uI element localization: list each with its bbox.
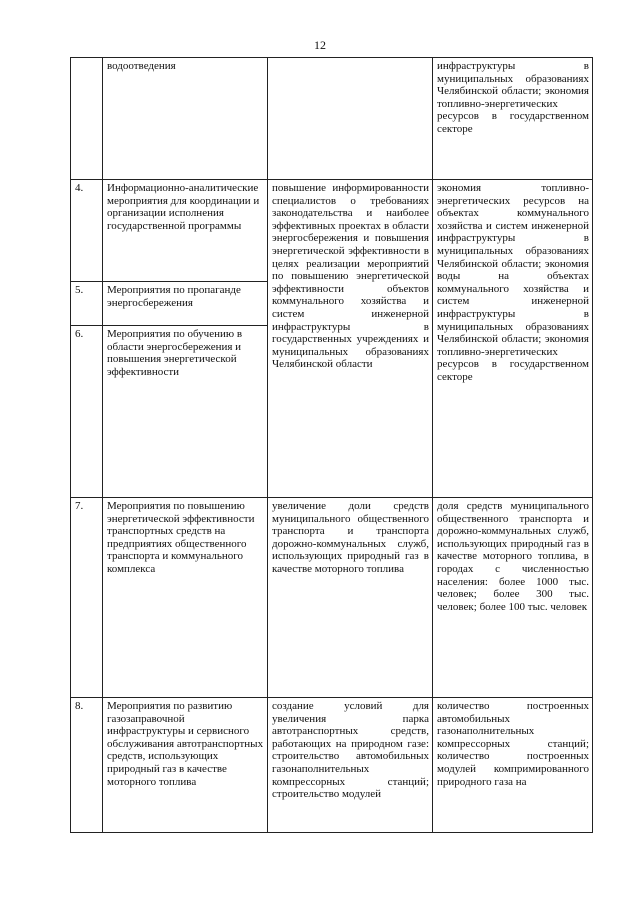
activity-cell: Мероприятия по обучению в области энергосбережения и повышения энергетической эффективности xyxy=(103,326,268,498)
row-number: 4. xyxy=(71,180,103,282)
row-number xyxy=(71,58,103,180)
row-number: 7. xyxy=(71,498,103,698)
row-number: 8. xyxy=(71,698,103,833)
table-row xyxy=(71,698,593,833)
table-row xyxy=(71,498,593,698)
table-row xyxy=(71,180,593,282)
activity-cell: Мероприятия по повышению энергетической эффективности транспортных средств на предприятиях общественного транспорта и коммунального комплекса xyxy=(103,498,268,698)
results-cell xyxy=(268,58,433,180)
activity-cell: Мероприятия по пропаганде энергосбережения xyxy=(103,282,268,326)
row-number: 6. xyxy=(71,326,103,498)
results-cell: создание условий для увеличения парка автотранспортных средств, работающих на природном газе: строительство автомобильных газонаполнительных компрессорных станций; строительство модулей xyxy=(268,698,433,833)
activity-cell: Мероприятия по развитию газозаправочной инфраструктуры и сервисного обслуживания автотранспортных средств, использующих природный газ в качестве моторного топлива xyxy=(103,698,268,833)
activity-cell: водоотведения xyxy=(103,58,268,180)
results-cell-merged: повышение информированности специалистов о требованиях законодательства и наиболее эффективных проектах в области энергосбережения и повышения энергетической эффективности в целях реализации мероприятий по повышению энергетической эффективности объектов коммунального хозяйства и систем инженерной инфраструктуры в государственных учреждениях и муниципальных образованиях Челябинской области xyxy=(268,180,433,498)
indicators-cell: количество построенных автомобильных газонаполнительных компрессорных станций; количество построенных модулей компримированного природного газа на xyxy=(433,698,593,833)
indicators-cell-merged: экономия топливно-энергетических ресурсов на объектах коммунального хозяйства и систем инженерной инфраструктуры в муниципальных образованиях Челябинской области; экономия воды на объектах коммунального хозяйства и систем инженерной инфраструктуры в муниципальных образованиях Челябинской области; экономия топливно-энергетических ресурсов в государственном секторе xyxy=(433,180,593,498)
row-number: 5. xyxy=(71,282,103,326)
indicators-cell: инфраструктуры в муниципальных образованиях Челябинской области; экономия топливно-энергетических ресурсов в государственном секторе xyxy=(433,58,593,180)
table-row xyxy=(71,58,593,180)
results-cell: увеличение доли средств муниципального общественного транспорта и транспорта дорожно-коммунальных служб, использующих природный газ в качестве моторного топлива xyxy=(268,498,433,698)
measures-table xyxy=(70,57,593,833)
activity-cell: Информационно-аналитические мероприятия для координации и организации исполнения государственной программы xyxy=(103,180,268,282)
page-number: 12 xyxy=(314,38,326,52)
indicators-cell: доля средств муниципального общественного транспорта и дорожно-коммунальных служб, использующих природный газ в качестве моторного топлива, в городах с численностью населения: более 1000 тыс. человек; более 300 тыс. человек; более 100 тыс. человек xyxy=(433,498,593,698)
